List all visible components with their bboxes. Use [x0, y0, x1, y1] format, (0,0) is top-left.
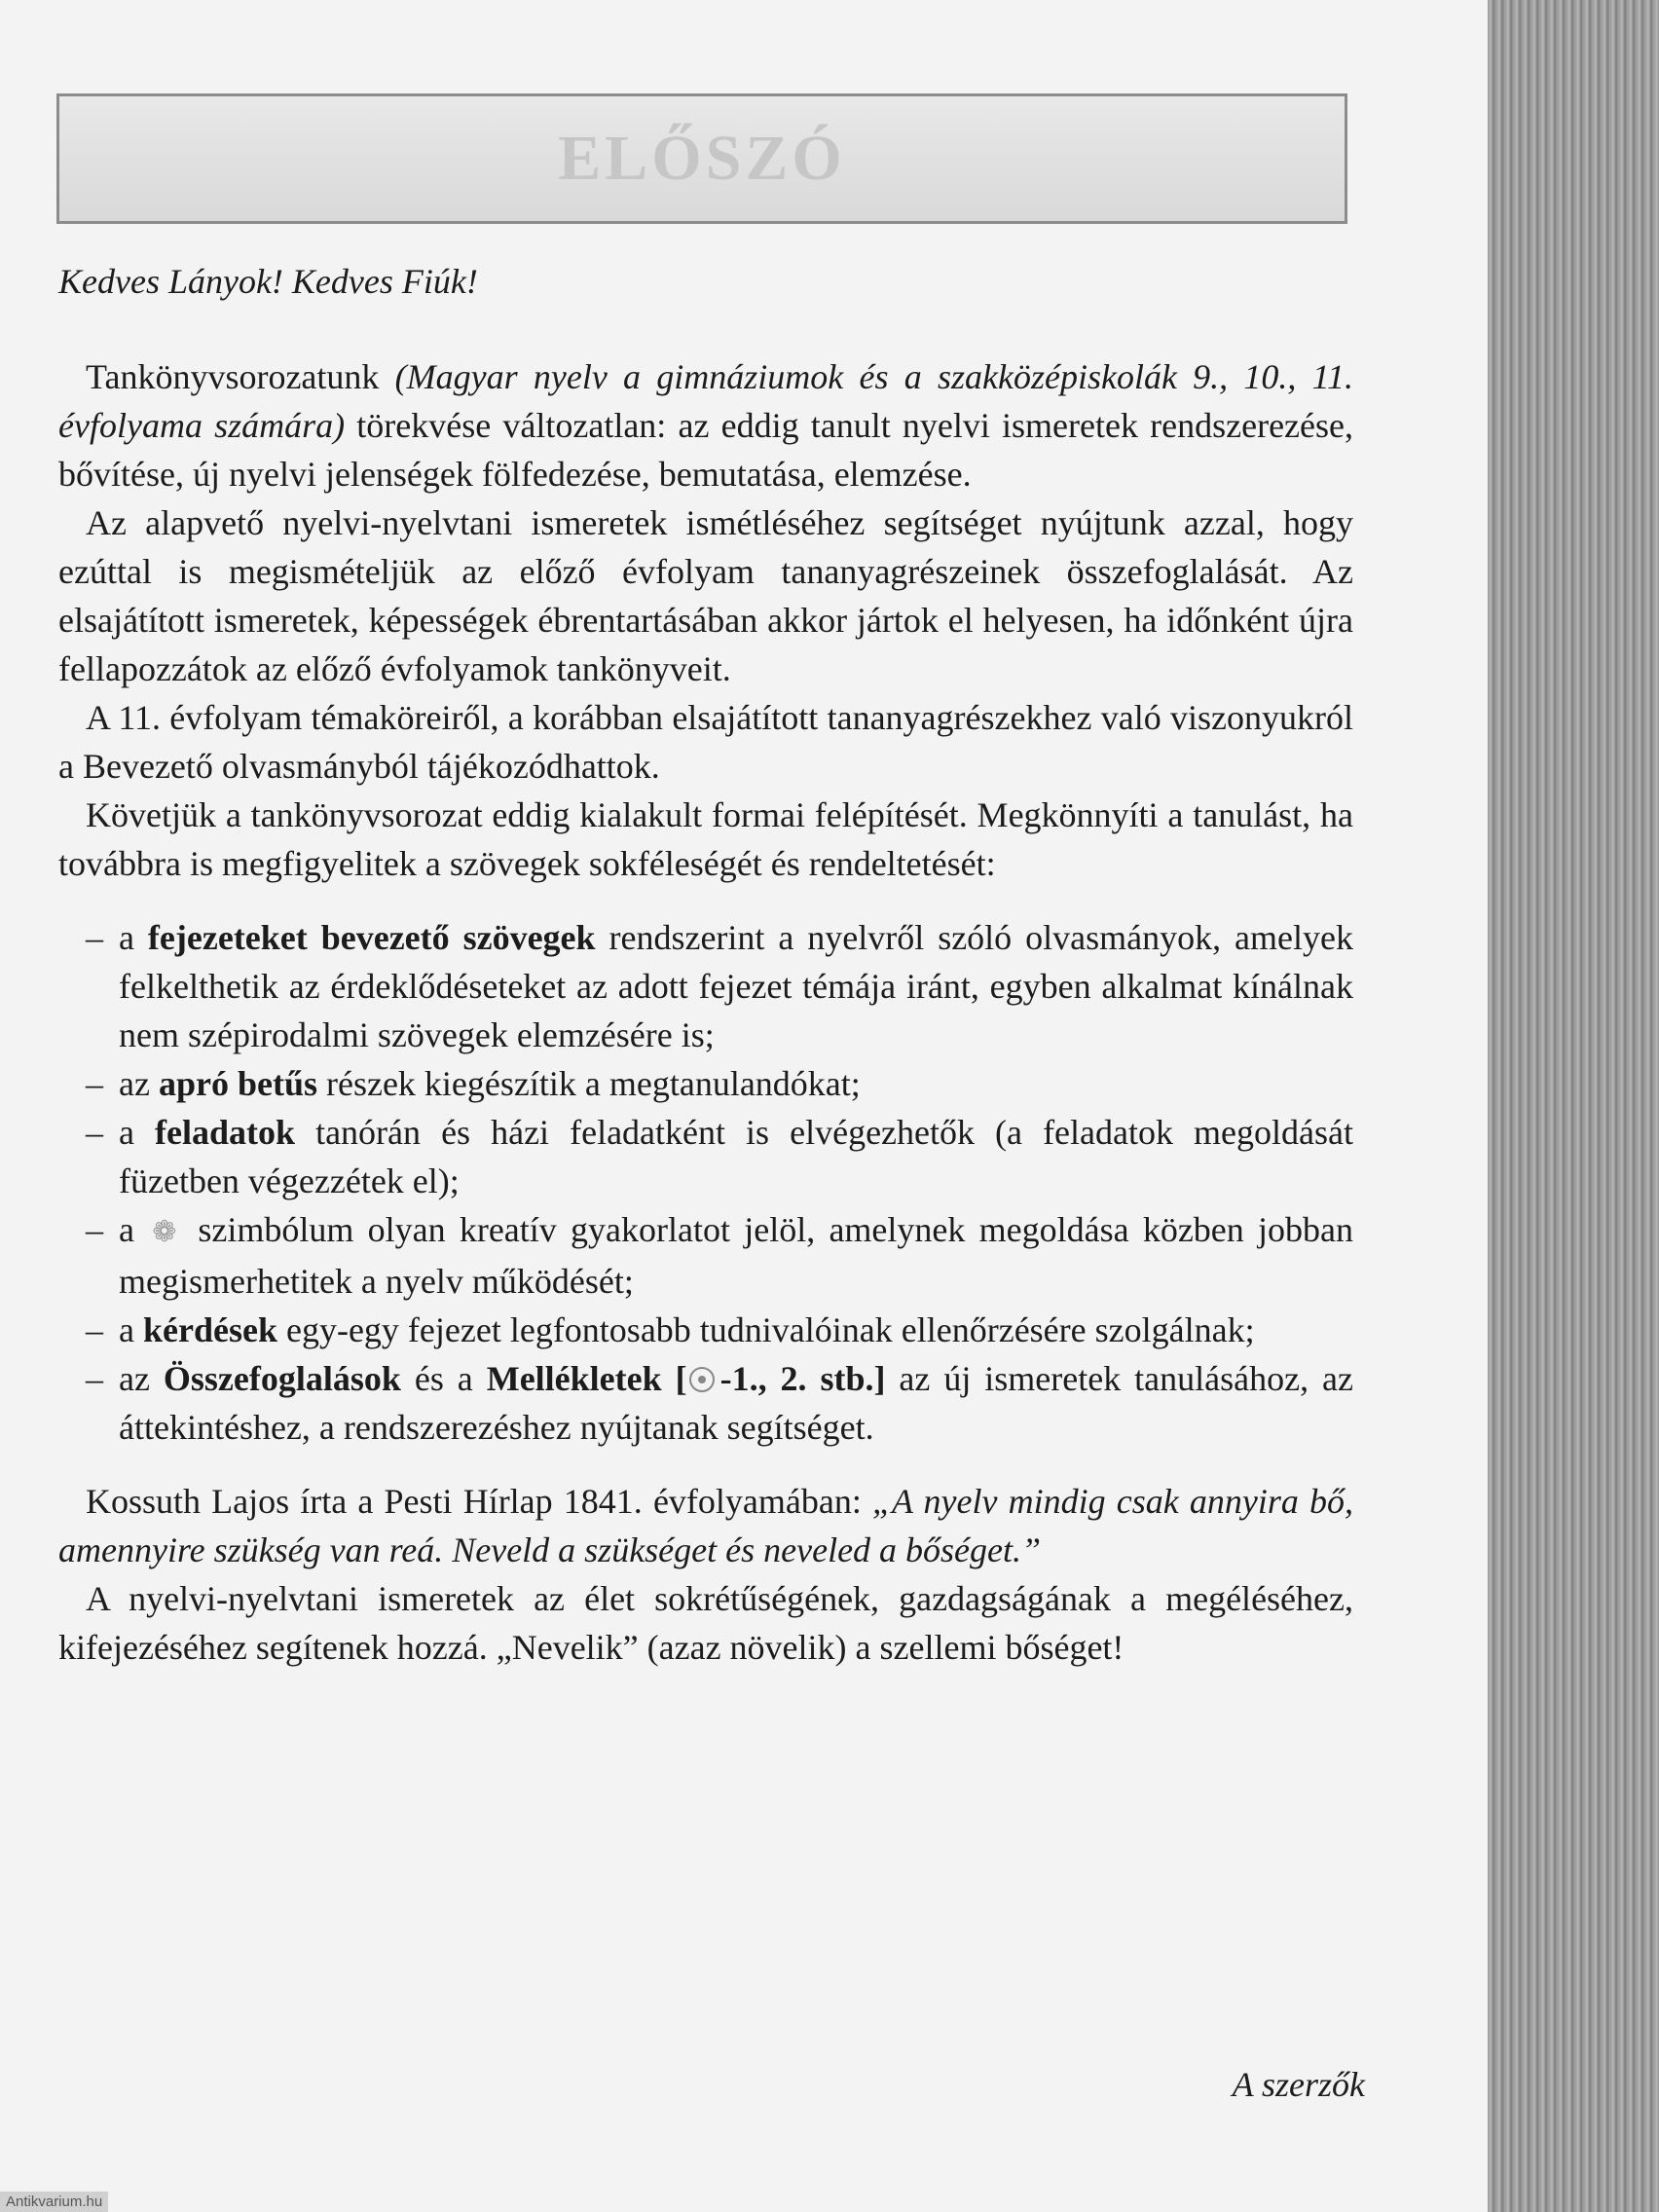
bold-term: fejezeteket bevezető szövegek: [147, 918, 596, 957]
list-item-text: és a: [400, 1359, 487, 1398]
greeting: Kedves Lányok! Kedves Fiúk!: [58, 262, 478, 301]
bold-term: apró betűs: [158, 1064, 317, 1103]
list-item-text: az: [119, 1359, 164, 1398]
paragraph-structure: Követjük a tankönyvsorozat eddig kialakult formai felépítését. Megkönnyíti a tanulást, ha továbbra is megfigyelitek a szövegek sokféleségét és rendeltetését:: [58, 795, 1353, 883]
paragraph-intro: [58, 352, 1353, 498]
list-item-text: szimbólum olyan kreatív gyakorlatot jelöl, amelynek megoldása közben jobban megismerhetitek a nyelv működését;: [119, 1210, 1354, 1301]
circle-dot-icon: [689, 1367, 715, 1392]
dash: –: [86, 1359, 103, 1398]
dash: –: [86, 1310, 103, 1349]
feature-list: [58, 913, 1353, 1452]
dash: –: [86, 1064, 103, 1103]
paragraph-review: Az alapvető nyelvi-nyelvtani ismeretek ismétléséhez segítséget nyújtunk azzal, hogy ezúttal is megismételjük az előző évfolyam tananyagrészeinek összefoglalását. Az elsajátított ismeretek, képességek ébrentartásában akkor jártok el helyesen, ha időnként újra fellapozzátok az előző évfolyamok tankönyveit.: [58, 503, 1353, 688]
dash: –: [86, 1113, 103, 1152]
list-item: [58, 1059, 1353, 1108]
quote-intro: Kossuth Lajos írta a Pesti Hírlap 1841. évfolyamában:: [86, 1482, 873, 1521]
dash: –: [86, 1210, 103, 1249]
watermark: Antikvarium.hu: [0, 2192, 108, 2212]
list-item: [58, 913, 1353, 1059]
paragraph-topics: A 11. évfolyam témaköreiről, a korábban elsajátított tananyagrészekhez való viszonyukról a Bevezető olvasmányból tájékozódhattok.: [58, 698, 1353, 786]
bold-term: feladatok: [155, 1113, 296, 1152]
paragraph-quote: [58, 1477, 1353, 1574]
title-box: [56, 93, 1347, 224]
bold-term: Összefoglalások: [163, 1359, 401, 1398]
list-item-text: a: [119, 918, 148, 957]
list-item-text: részek kiegészítik a megtanulandókat;: [317, 1064, 861, 1103]
paragraph-intro-start: Tankönyvsorozatunk: [86, 357, 395, 396]
list-item-text: az: [119, 1064, 159, 1103]
list-item-text: a: [119, 1113, 156, 1152]
list-item-text: az új ismeretek tanulásához, az áttekintéshez, a rendszerezéshez nyújtanak segítséget.: [119, 1359, 1353, 1447]
list-item-text: tanórán és házi feladatként is elvégezhetők (a feladatok megoldását füzetben végezzétek el);: [119, 1113, 1353, 1200]
paragraph-intro-end: törekvése változatlan: az eddig tanult nyelvi ismeretek rendszerezése, bővítése, új nyelvi jelenségek fölfedezése, bemutatása, elemzése.: [58, 406, 1353, 494]
list-item: [58, 1108, 1353, 1205]
list-item: [58, 1306, 1353, 1354]
page-title: ELŐSZÓ: [558, 123, 846, 194]
dash: –: [86, 918, 103, 957]
kossuth-quote: „A nyelv mindig csak annyira bő, amennyire szükség van reá. Neveld a szükséget és neveled a bőséget.”: [58, 1482, 1354, 1569]
list-item: [58, 1354, 1353, 1452]
gear-icon: ❁: [152, 1216, 177, 1248]
paragraph-closing: A nyelvi-nyelvtani ismeretek az élet sokrétűségének, gazdagságának a megéléséhez, kifejezéséhez segítenek hozzá. „Nevelik” (azaz növelik) a szellemi bőséget!: [58, 1579, 1353, 1667]
list-item-text: rendszerint a nyelvről szóló olvasmányok, amelyek felkelthetik az érdeklődéseteket az adott fejezet témája iránt, egyben alkalmat kínálnak nem szépirodalmi szövegek elemzésére is;: [119, 918, 1353, 1054]
list-item-text: a: [119, 1210, 134, 1249]
bold-term: -1., 2. stb.]: [719, 1359, 886, 1398]
page-stack-edge: [1488, 0, 1659, 2212]
bold-term: Mellékletek: [486, 1359, 662, 1398]
bracket: [: [661, 1359, 687, 1398]
list-item-text: a: [119, 1310, 143, 1349]
list-item-text: egy-egy fejezet legfontosabb tudnivalóinak ellenőrzésére szolgálnak;: [276, 1310, 1255, 1349]
body-text: [58, 352, 1353, 1672]
bold-term: kérdések: [142, 1310, 277, 1349]
signature: A szerzők: [1232, 2065, 1365, 2104]
series-title: (Magyar nyelv a gimnáziumok és a szakközépiskolák 9., 10., 11. évfolyama számára): [58, 357, 1353, 445]
list-item: [58, 1205, 1353, 1306]
